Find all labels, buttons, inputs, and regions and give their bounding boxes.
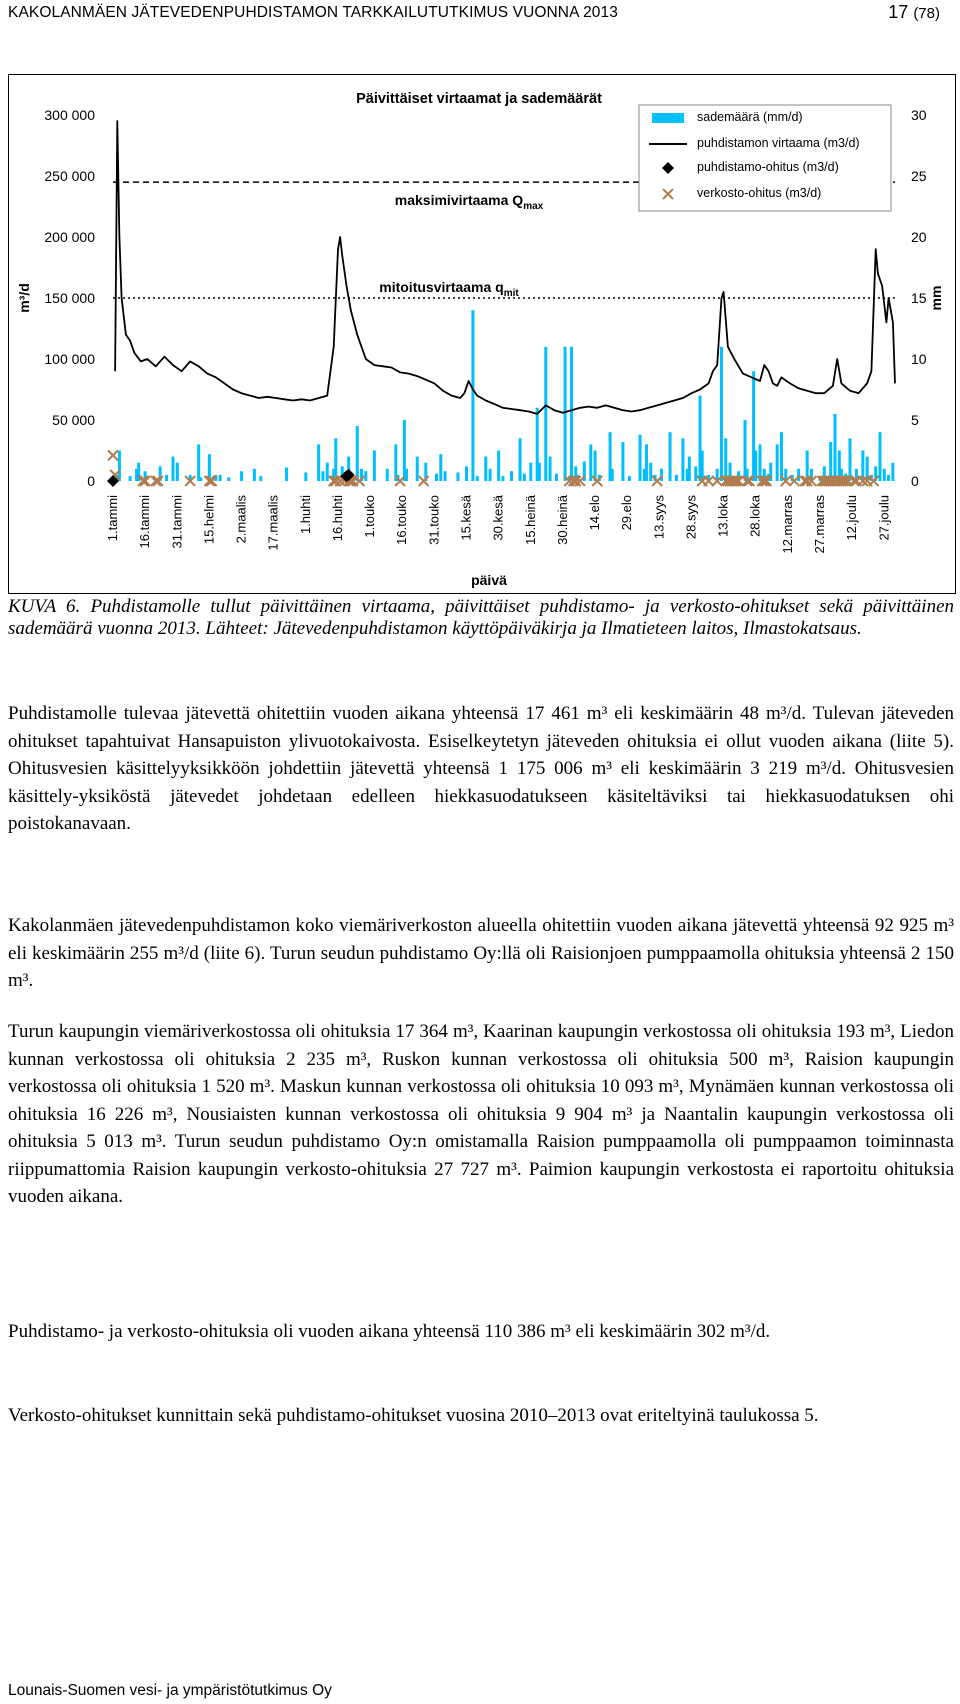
page-footer: Lounais-Suomen vesi- ja ympäristötutkimus Oy (8, 1682, 332, 1699)
y-right-tick-label: 25 (911, 168, 927, 184)
rain-bar (510, 471, 513, 481)
x-tick-label: 1.touko (362, 495, 378, 538)
report-title: KAKOLANMÄEN JÄTEVEDENPUHDISTAMON TARKKAILUTUTKIMUS VUONNA 2013 (8, 4, 618, 21)
rain-bar (538, 463, 541, 481)
rain-bar (253, 469, 256, 481)
rain-bar (285, 468, 288, 481)
rain-bar (439, 454, 442, 481)
x-tick-label: 28.loka (747, 495, 763, 537)
rain-bar (489, 469, 492, 481)
rain-bar (304, 472, 307, 481)
x-tick-label: 17.maalis (265, 495, 281, 551)
paragraph-1: Puhdistamolle tulevaa jätevettä ohitettiin vuoden aikana yhteensä 17 461 m³ eli keskimäärin 48 m³/d. Tulevan jäteveden ohitukset tapahtuivat Hansapuiston ylivuotokaivosta. Esiselkeytetyn jäteveden ohituksia ei ollut vuoden aikana (liite 5). Ohitusvesien käsittelyyksikköön johdettiin jätevettä yhteensä 1 175 006 m³ eli keskimäärin 3 219 m³/d. Ohitusvesien käsittely-yksiköstä jätevedet johdetaan edelleen hiekkasuodatukseen käsiteltäviksi tai hiekkasuodatuksen ohi poistokanavaan. (8, 703, 954, 834)
rain-bar (639, 435, 642, 481)
rain-bar (780, 432, 783, 481)
rain-bar (416, 457, 419, 481)
x-axis-label: päivä (471, 572, 507, 588)
rain-bar (199, 477, 202, 481)
rain-bar (176, 463, 179, 481)
rain-bar (118, 451, 121, 482)
paragraph-5: Verkosto-ohitukset kunnittain sekä puhdistamo-ohitukset vuosina 2010–2013 ovat eriteltyinä taulukossa 5. (8, 1405, 819, 1426)
x-tick-label: 1.huhti (297, 495, 313, 535)
y-right-tick-label: 30 (911, 107, 927, 123)
rain-bar (645, 444, 648, 481)
rain-bar (529, 463, 532, 481)
rain-bar (879, 432, 882, 481)
y-right-tick-label: 10 (911, 351, 927, 367)
y-left-tick-label: 0 (87, 473, 95, 489)
paragraph-4: Puhdistamo- ja verkosto-ohituksia oli vuoden aikana yhteensä 110 386 m³ eli keskimäärin 302 m³/d. (8, 1321, 771, 1342)
rain-bar (549, 457, 552, 481)
rain-bar (681, 438, 684, 481)
paragraph-2: Kakolanmäen jätevedenpuhdistamon koko viemäriverkoston alueella ohitettiin vuoden aikana jätevettä yhteensä 92 925 m³ eli keskimäärin 255 m³/d (liite 6). Turun seudun puhdistamo Oy:llä oli Raisionjoen pumppaamolla ohituksia yhteensä 2 150 m³. (8, 915, 954, 991)
figure-caption (8, 596, 954, 640)
rain-bar (497, 451, 500, 482)
rain-bar (129, 476, 132, 481)
legend-swatch-rain (652, 113, 684, 123)
x-tick-label: 31.tammi (169, 495, 185, 549)
x-tick-label: 12.marras (779, 495, 795, 554)
caption-text: Puhdistamolle tullut päivittäinen virtaama, päivittäiset puhdistamo- ja verkosto-ohitukset sekä päivittäinen sademäärä vuonna 2013. Lähteet: Jätevedenpuhdistamon käyttöpäiväkirja ja Ilmatieteen laitos, Ilmastokatsaus. (8, 596, 954, 639)
x-tick-label: 12.joulu (844, 495, 860, 541)
rain-bar (883, 469, 886, 481)
rain-bar (317, 444, 320, 481)
x-tick-label: 28.syys (683, 495, 699, 540)
legend-label: puhdistamon virtaama (m3/d) (697, 136, 860, 150)
rain-bar (887, 475, 890, 481)
y-left-tick-label: 100 000 (44, 351, 95, 367)
y-left-tick-label: 200 000 (44, 229, 95, 245)
y-right-tick-label: 0 (911, 473, 919, 489)
x-tick-label: 29.elo (619, 495, 635, 531)
rain-bar (444, 471, 447, 481)
y-right-tick-label: 15 (911, 290, 927, 306)
y-left-axis-label: m³/d (16, 283, 32, 313)
rain-bar (544, 347, 547, 481)
rain-bar (165, 475, 168, 481)
rain-bar (724, 438, 727, 481)
rain-bar (373, 451, 376, 482)
y-left-tick-label: 300 000 (44, 107, 95, 123)
rain-bar (834, 414, 837, 481)
x-tick-label: 30.heinä (554, 495, 570, 545)
legend-label: sademäärä (mm/d) (697, 110, 803, 124)
rain-bar (219, 475, 222, 481)
y-left-tick-label: 250 000 (44, 168, 95, 184)
rain-bar (688, 457, 691, 481)
rain-bar (356, 426, 359, 481)
rain-bar (386, 469, 389, 481)
x-tick-label: 2.maalis (233, 495, 249, 544)
rain-bar (240, 471, 243, 481)
legend-label: verkosto-ohitus (m3/d) (697, 186, 822, 200)
rain-bar (321, 471, 324, 481)
x-tick-label: 16.huhti (329, 495, 345, 542)
rain-bar (570, 347, 573, 481)
rain-bar (435, 474, 438, 481)
rain-bar (849, 438, 852, 481)
rain-bar (334, 438, 337, 481)
x-tick-label: 16.touko (394, 495, 410, 545)
paragraph-3: Turun kaupungin viemäriverkostossa oli ohituksia 17 364 m³, Kaarinan kaupungin verkostossa oli ohituksia 193 m³, Liedon kunnan verkostossa oli ohituksia 2 235 m³, Ruskon kunnan verkostossa oli ohituksia 500 m³, Raision kaupungin verkostossa oli ohituksia 1 520 m³. Maskun kunnan verkostossa oli ohituksia 10 093 m³, Mynämäen kunnan verkostossa oli ohituksia 16 226 m³, Nousiaisten kunnan verkostossa oli ohituksia 9 904 m³ ja Naantalin kaupungin verkostossa oli ohituksia 5 013 m³. Turun seudun puhdistamo Oy:n omistamalla Raision pumppaamolla oli pumppaamon toiminnasta riippumattomia Raision kaupungin verkosto-ohituksia 27 727 m³. Paimion kaupungin verkostosta ei raportoitu ohituksia vuoden aikana. (8, 1021, 954, 1207)
rain-bar (628, 476, 631, 481)
y-left-tick-label: 50 000 (52, 412, 95, 428)
rain-bar (456, 472, 459, 481)
reference-line-label: maksimivirtaama $Q_{max}$ (394, 192, 544, 213)
rain-bar (621, 442, 624, 481)
rain-bar (364, 471, 367, 481)
x-tick-label: 27.joulu (876, 495, 892, 541)
rain-bar (829, 442, 832, 481)
flow-chart (9, 75, 955, 593)
rain-bar (501, 476, 504, 481)
rain-bar (669, 432, 672, 481)
rain-bar (611, 469, 614, 481)
rain-bar (197, 444, 200, 481)
x-tick-label: 30.kesä (490, 495, 506, 541)
rain-bar (519, 438, 522, 481)
reference-line-label: mitoitusvirtaama $q_{mit}$ (379, 279, 519, 299)
rain-bar (471, 310, 474, 481)
rain-bar (405, 469, 408, 481)
rain-bar (484, 457, 487, 481)
rain-bar (171, 457, 174, 481)
rain-bar (465, 466, 468, 481)
rain-bar (476, 476, 479, 481)
x-tick-label: 13.syys (651, 495, 667, 540)
chart-title: Päivittäiset virtaamat ja sademäärät (356, 91, 602, 107)
network-bypass-marker (108, 450, 118, 460)
rain-bar (649, 463, 652, 481)
x-tick-label: 14.elo (587, 495, 603, 531)
x-tick-label: 15.helmi (201, 495, 217, 545)
rain-bar (776, 444, 779, 481)
x-tick-label: 16.tammi (137, 495, 153, 549)
page-header (8, 4, 952, 28)
caption-label: KUVA 6. (8, 596, 81, 617)
rain-bar (589, 444, 592, 481)
legend-label: puhdistamo-ohitus (m3/d) (697, 160, 839, 174)
rain-bar (555, 474, 558, 481)
rain-bar (694, 466, 697, 481)
x-tick-label: 15.heinä (522, 495, 538, 545)
rain-bar (227, 477, 230, 481)
x-tick-label: 15.kesä (458, 495, 474, 541)
x-tick-label: 31.touko (426, 495, 442, 545)
x-tick-label: 27.marras (812, 495, 828, 554)
page-number: 17 (78) (888, 2, 940, 22)
rain-bar (720, 347, 723, 481)
figure-frame (8, 74, 956, 594)
y-left-tick-label: 150 000 (44, 290, 95, 306)
x-tick-label: 13.loka (715, 495, 731, 537)
rain-bar (259, 476, 262, 481)
rain-bar (891, 463, 894, 481)
rain-bar (564, 347, 567, 481)
y-right-tick-label: 5 (911, 412, 919, 428)
y-right-tick-label: 20 (911, 229, 927, 245)
rain-bar (326, 463, 329, 481)
y-right-axis-label: mm (928, 285, 944, 311)
rain-bar (675, 475, 678, 481)
x-tick-label: 1.tammi (105, 495, 120, 542)
rain-bar (523, 474, 526, 481)
